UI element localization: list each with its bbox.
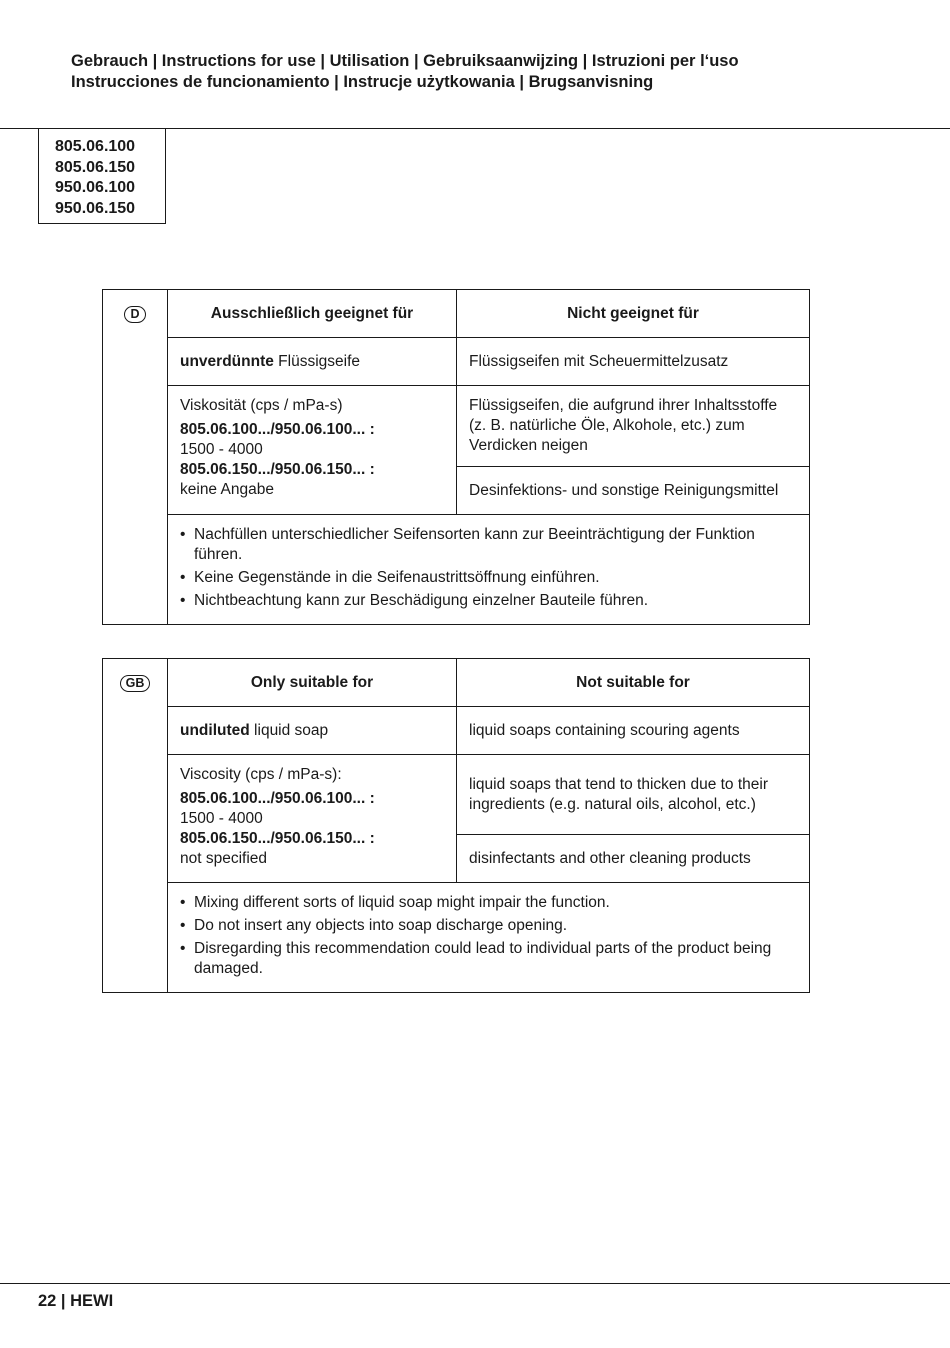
viscosity-value-b: keine Angabe [180,481,274,498]
note-item: • Mixing different sorts of liquid soap might impair the function. [180,893,797,913]
language-badge-gb: GB [120,675,151,692]
notes-list [180,525,797,611]
language-badge-de: D [124,306,146,323]
viscosity-label: Viskosität (cps / mPa-s) [180,397,343,414]
viscosity-cell [168,386,457,515]
viscosity-label: Viscosity (cps / mPa-s): [180,766,342,783]
not-suitable-thickening: liquid soaps that tend to thicken due to their ingredients (e.g. natural oils, alcohol, etc.) [457,755,810,835]
suitable-soap-bold: undiluted [180,721,250,739]
column-header-not-suitable: Not suitable for [457,659,810,707]
model-range-b: 805.06.150.../950.06.150... : [180,461,375,478]
part-number: 805.06.100 [55,138,136,155]
column-header-suitable: Only suitable for [168,659,457,707]
viscosity-value-a: 1500 - 4000 [180,810,263,827]
header-line-2: Instrucciones de funcionamiento | Instrucje użytkowania | Brugsanvisning [71,73,654,91]
suitable-soap-bold: unverdünnte [180,352,274,370]
viscosity-value-a: 1500 - 4000 [180,441,263,458]
note-item: • Do not insert any objects into soap discharge opening. [180,916,797,936]
not-suitable-disinfectants: Desinfektions- und sonstige Reinigungsmittel [457,467,810,515]
suitable-soap-cell [168,338,457,386]
part-number: 950.06.100 [55,179,136,196]
note-item: • Nachfüllen unterschiedlicher Seifensorten kann zur Beeinträchtigung der Funktion führen. [180,525,797,565]
language-cell [103,659,168,993]
not-suitable-thickening: Flüssigseifen, die aufgrund ihrer Inhaltsstoffe (z. B. natürliche Öle, Alkohole, etc.) zum Verdicken neigen [457,386,810,467]
suitable-soap-text: liquid soap [249,721,329,739]
note-item: • Nichtbeachtung kann zur Beschädigung einzelner Bauteile führen. [180,591,797,611]
not-suitable-scouring: Flüssigseifen mit Scheuermittelzusatz [457,338,810,386]
model-range-b: 805.06.150.../950.06.150... : [180,830,375,847]
column-header-not-suitable: Nicht geeignet für [457,290,810,338]
model-range-a: 805.06.100.../950.06.100... : [180,790,375,807]
document-header [71,51,739,93]
note-item: • Keine Gegenstände in die Seifenaustrittsöffnung einführen. [180,568,797,588]
viscosity-value-b: not specified [180,850,268,867]
header-line-1: Gebrauch | Instructions for use | Utilisation | Gebruiksaanwijzing | Istruzioni per l‘uso [71,52,739,70]
column-header-suitable: Ausschließlich geeignet für [168,290,457,338]
language-cell [103,290,168,625]
part-number-box [38,129,166,224]
suitable-soap-cell [168,707,457,755]
notes-cell [168,883,810,993]
suitability-table-de [102,289,810,625]
page-footer: 22 | HEWI [38,1292,114,1310]
not-suitable-scouring: liquid soaps containing scouring agents [457,707,810,755]
model-range-a: 805.06.100.../950.06.100... : [180,421,375,438]
suitable-soap-text: Flüssigseife [273,352,361,370]
notes-list [180,893,797,979]
bottom-rule [0,1283,950,1284]
notes-cell [168,515,810,625]
suitability-table-gb [102,658,810,993]
not-suitable-disinfectants: disinfectants and other cleaning products [457,835,810,883]
note-item: • Disregarding this recommendation could lead to individual parts of the product being damaged. [180,939,797,979]
part-number: 950.06.150 [55,199,136,217]
part-number: 805.06.150 [55,158,136,176]
viscosity-cell [168,755,457,883]
